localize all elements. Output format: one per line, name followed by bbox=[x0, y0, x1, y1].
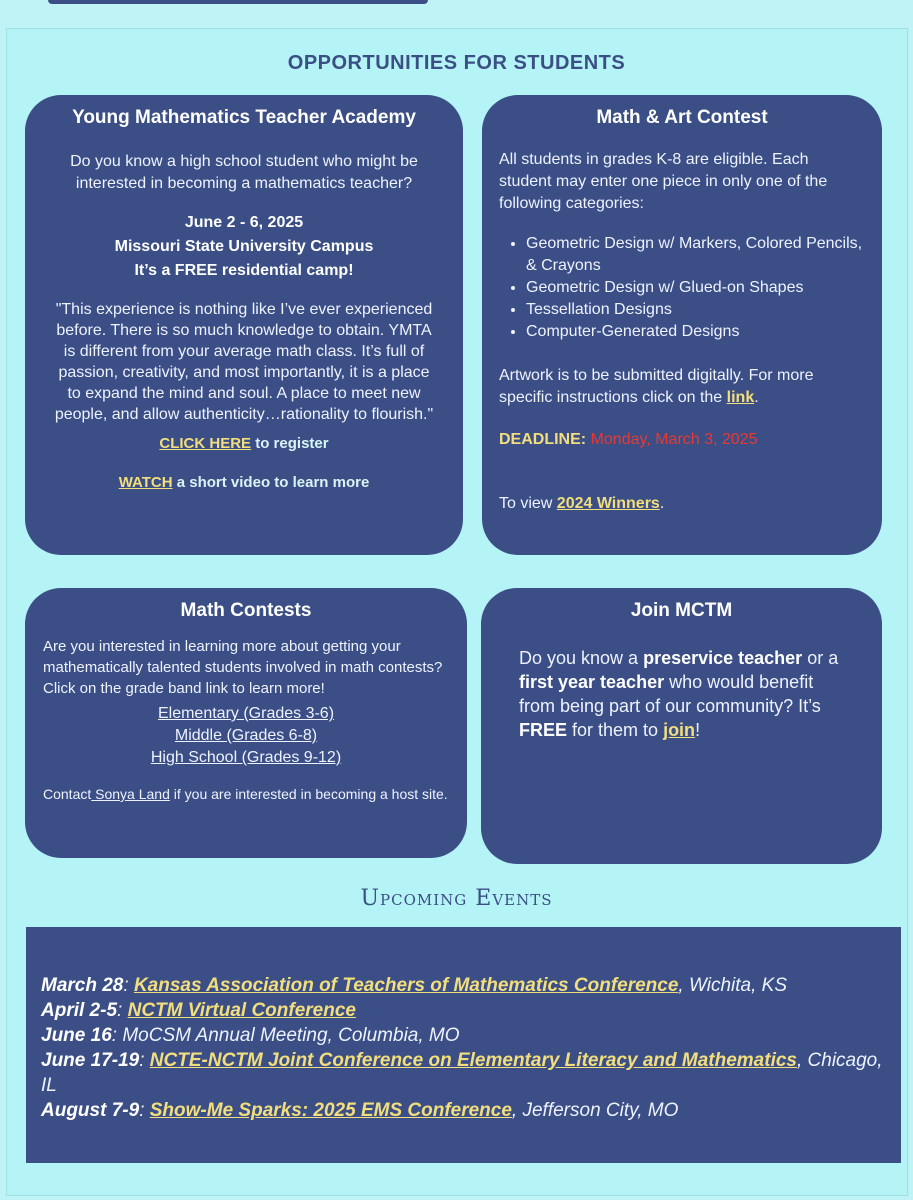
ymta-dates: June 2 - 6, 2025 bbox=[184, 214, 304, 231]
deadline-date: Monday, March 3, 2025 bbox=[590, 431, 758, 448]
winners-end: . bbox=[659, 495, 665, 512]
instructions-link[interactable]: link bbox=[726, 389, 755, 406]
join-link[interactable]: join bbox=[663, 720, 696, 740]
grade-band-links bbox=[43, 703, 449, 769]
ymta-location: Missouri State University Campus bbox=[114, 238, 374, 255]
watch-text: a short video to learn more bbox=[172, 474, 370, 491]
event-location: , Wichita, KS bbox=[678, 975, 788, 996]
event-link[interactable]: NCTM Virtual Conference bbox=[127, 1000, 356, 1021]
event-item bbox=[41, 1023, 886, 1048]
contact-text: Contact bbox=[43, 786, 92, 802]
art-contest-intro: All students in grades K-8 are eligible. Each student may enter one piece in only one of the following categories: bbox=[499, 151, 828, 212]
artwork-instructions bbox=[499, 365, 865, 409]
contact-end: if you are interested in becoming a host site. bbox=[169, 786, 448, 802]
watch-link[interactable]: WATCH bbox=[118, 474, 173, 491]
category-list bbox=[499, 233, 865, 343]
event-date: June 17-19 bbox=[41, 1050, 140, 1071]
host-contact bbox=[43, 785, 449, 804]
join-text: Do you know a bbox=[519, 648, 644, 668]
event-link[interactable]: Kansas Association of Teachers of Mathematics Conference bbox=[133, 975, 679, 996]
artwork-end: . bbox=[754, 389, 759, 406]
join-text: ! bbox=[695, 720, 701, 740]
elementary-link[interactable]: Elementary (Grades 3-6) bbox=[157, 705, 335, 722]
event-date: June 16 bbox=[41, 1025, 112, 1046]
join-text: for them to bbox=[567, 720, 664, 740]
category-item: • Geometric Design w/ Glued-on Shapes bbox=[526, 277, 865, 299]
category-item: • Geometric Design w/ Markers, Colored Pencils, & Crayons bbox=[526, 233, 865, 277]
ymta-register bbox=[53, 435, 435, 452]
ymta-camp: It’s a FREE residential camp! bbox=[134, 262, 354, 279]
art-contest-card bbox=[482, 95, 882, 555]
section-title: OPPORTUNITIES FOR STUDENTS bbox=[287, 52, 626, 74]
art-contest-title: Math & Art Contest bbox=[596, 107, 768, 128]
events-title: Upcoming Events bbox=[360, 886, 553, 911]
join-body bbox=[519, 646, 844, 742]
winners-link[interactable]: 2024 Winners bbox=[556, 495, 660, 512]
event-location: , Chicago, IL bbox=[41, 1050, 883, 1096]
join-text: or a bbox=[802, 648, 839, 668]
event-date: April 2-5 bbox=[41, 1000, 118, 1021]
event-date: August 7-9 bbox=[41, 1100, 140, 1121]
math-contests-card bbox=[25, 588, 467, 858]
artwork-text: Artwork is to be submitted digitally. For more specific instructions click on the bbox=[499, 367, 814, 406]
ymta-title: Young Mathematics Teacher Academy bbox=[72, 107, 416, 128]
previous-section-edge bbox=[48, 0, 428, 4]
high-school-link[interactable]: High School (Grades 9-12) bbox=[150, 749, 342, 766]
event-item bbox=[41, 973, 886, 998]
event-sep: : bbox=[123, 975, 134, 996]
event-date: March 28 bbox=[41, 975, 124, 996]
join-text: who would benefit from being part of our community? It’s bbox=[519, 672, 821, 716]
ymta-card bbox=[25, 95, 463, 555]
event-item bbox=[41, 1048, 886, 1098]
ymta-quote: "This experience is nothing like I’ve ever experienced before. There is so much knowledge to obtain. YMTA is different from your average math class. It’s full of passion, creativity, and most importantly, it is a place to expand the mind and soul. A place to meet new people, and allow authenticity…rationality to flourish." bbox=[54, 301, 434, 423]
category-item: • Tessellation Designs bbox=[526, 299, 865, 321]
events-panel bbox=[26, 927, 901, 1163]
event-sep: : bbox=[117, 1000, 128, 1021]
join-title: Join MCTM bbox=[630, 600, 733, 621]
middle-link[interactable]: Middle (Grades 6-8) bbox=[174, 727, 318, 744]
deadline-sep: : bbox=[580, 431, 591, 448]
winners bbox=[499, 495, 865, 513]
event-location: MoCSM Annual Meeting, Columbia, MO bbox=[122, 1025, 460, 1046]
event-link[interactable]: NCTE-NCTM Joint Conference on Elementary Literacy and Mathematics bbox=[149, 1050, 797, 1071]
sonya-land-link[interactable]: Sonya Land bbox=[91, 786, 170, 802]
ymta-watch bbox=[53, 474, 435, 491]
ymta-details bbox=[53, 211, 435, 283]
ymta-question: Do you know a high school student who might be interested in becoming a mathematics teacher? bbox=[70, 153, 418, 192]
winners-text: To view bbox=[499, 495, 557, 512]
join-bold: preservice teacher bbox=[643, 648, 803, 668]
join-bold: FREE bbox=[519, 720, 568, 740]
event-item bbox=[41, 998, 886, 1023]
event-link[interactable]: Show-Me Sparks: 2025 EMS Conference bbox=[149, 1100, 512, 1121]
event-sep: : bbox=[139, 1050, 150, 1071]
deadline-label: DEADLINE bbox=[499, 431, 581, 448]
event-item bbox=[41, 1098, 886, 1123]
deadline bbox=[499, 431, 865, 449]
math-contests-intro: Are you interested in learning more about getting your mathematically talented students involved in math contests? Click on the grade band link to learn more! bbox=[43, 638, 443, 697]
event-location: , Jefferson City, MO bbox=[511, 1100, 679, 1121]
math-contests-title: Math Contests bbox=[180, 600, 312, 621]
category-item: • Computer-Generated Designs bbox=[526, 321, 865, 343]
event-sep: : bbox=[139, 1100, 150, 1121]
event-sep: : bbox=[111, 1025, 123, 1046]
join-bold: first year teacher bbox=[519, 672, 665, 692]
register-text: to register bbox=[251, 435, 329, 452]
join-mctm-card bbox=[481, 588, 882, 864]
register-link[interactable]: CLICK HERE bbox=[159, 435, 252, 452]
